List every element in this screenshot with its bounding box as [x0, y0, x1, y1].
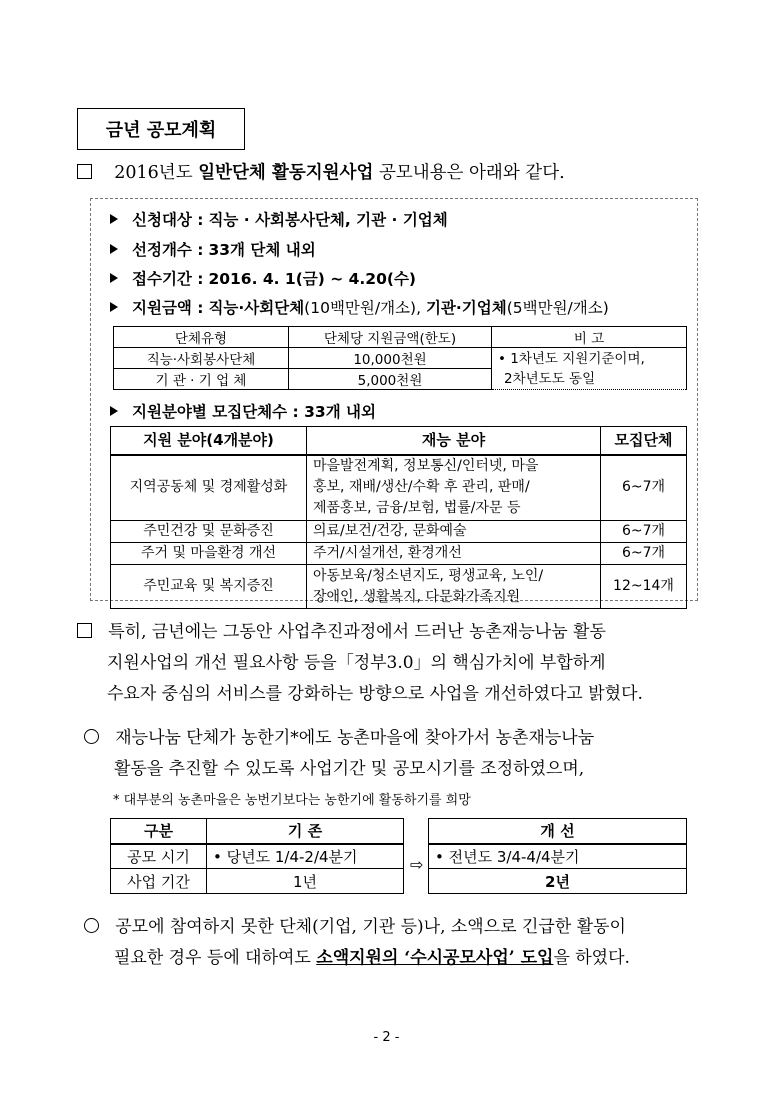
note-line: • 1차년도 지원기준이며, [498, 350, 645, 367]
arrow-right-icon: ⇨ [410, 855, 424, 874]
page-number: - 2 - [373, 1030, 400, 1045]
bullet-support-amount [110, 296, 609, 318]
amount-social-value: (10백만원/개소), [304, 299, 422, 317]
bullet-label: 신청대상 : [132, 211, 204, 229]
field-cell: 주민건강 및 문화증진 [111, 521, 307, 543]
support-amount-table [113, 326, 687, 390]
square-bullet-icon [77, 164, 92, 179]
table-cell: 1년 [207, 869, 404, 894]
table-header: 단체유형 [114, 327, 289, 348]
bullet-applicants [110, 208, 448, 230]
bullet-period [110, 267, 416, 289]
table-cell: • 전년도 3/4-4/4분기 [429, 844, 687, 869]
bullet-label: 지원분야별 모집단체수 : 33개 내외 [132, 403, 377, 421]
triangle-bullet-icon [110, 302, 118, 312]
intro-paragraph [77, 158, 565, 189]
table-header: 비 고 [492, 327, 687, 348]
item-small-grant [84, 912, 630, 974]
item-line: 공모에 참여하지 못한 단체(기업, 기관 등)나, 소액으로 긴급한 활동이 [115, 917, 626, 937]
triangle-bullet-icon [110, 406, 118, 416]
bullet-field-count [110, 400, 376, 422]
table-cell: 사업 기간 [111, 869, 207, 894]
amount-social: 직능·사회단체 [208, 299, 305, 317]
table-header: 지원 분야(4개분야) [111, 427, 307, 455]
table-row [111, 565, 687, 609]
field-cell: 주거 및 마을환경 개선 [111, 543, 307, 565]
triangle-bullet-icon [110, 273, 118, 283]
talent-line: 홍보, 재배/생산/수확 후 관리, 판매/ [313, 479, 530, 496]
square-bullet-icon [77, 623, 92, 638]
talent-cell [307, 565, 601, 609]
count-cell: 6~7개 [601, 543, 687, 565]
item-line-prefix: 필요한 경우 등에 대하여도 [114, 948, 311, 968]
section-title-box [77, 108, 245, 150]
intro-prefix: 2016년도 [114, 163, 193, 183]
item-line-bold: 소액지원의 ‘수시공모사업’ 도입 [316, 948, 554, 968]
triangle-bullet-icon [110, 244, 118, 254]
field-cell: 지역공동체 및 경제활성화 [111, 455, 307, 521]
item-schedule [84, 723, 594, 785]
count-cell: 6~7개 [601, 455, 687, 521]
field-cell: 주민교육 및 복지증진 [111, 565, 307, 609]
table-header: 기 존 [207, 819, 404, 844]
talent-cell: 주거/시설개선, 환경개선 [307, 543, 601, 565]
compare-table-after [428, 818, 687, 894]
talent-cell [307, 455, 601, 521]
table-cell: 5,000천원 [289, 369, 492, 390]
field-table [110, 426, 687, 609]
table-note [492, 348, 687, 390]
bullet-text: 33개 단체 내외 [208, 241, 316, 259]
intro-suffix: 공모내용은 아래와 같다. [378, 163, 565, 183]
bullet-label: 지원금액 : [132, 299, 204, 317]
para-line: 수요자 중심의 서비스를 강화하는 방향으로 사업을 개선하였다고 밝혔다. [107, 684, 643, 704]
talent-line: 제품홍보, 금융/보험, 법률/자문 등 [313, 500, 521, 517]
footnote: * 대부분의 농촌마을은 농번기보다는 농한기에 활동하기를 희망 [113, 793, 471, 808]
count-cell: 6~7개 [601, 521, 687, 543]
triangle-bullet-icon [110, 214, 118, 224]
talent-cell: 의료/보건/건강, 문화예술 [307, 521, 601, 543]
table-row [111, 543, 687, 565]
table-header: 모집단체 [601, 427, 687, 455]
table-header: 재능 분야 [307, 427, 601, 455]
table-row [111, 455, 687, 521]
circle-bullet-icon [84, 729, 99, 744]
bullet-label: 선정개수 : [132, 241, 204, 259]
table-header: 단체당 지원금액(한도) [289, 327, 492, 348]
table-cell: 2년 [429, 869, 687, 894]
amount-corp: 기관·기업체 [425, 299, 507, 317]
bullet-text: 2016. 4. 1(금) ~ 4.20(수) [208, 270, 417, 288]
count-cell: 12~14개 [601, 565, 687, 609]
table-cell: 직능·사회봉사단체 [114, 348, 289, 369]
para-line: 특히, 금년에는 그동안 사업추진과정에서 드러난 농촌재능나눔 활동 [108, 622, 606, 642]
table-header: 구분 [111, 819, 207, 844]
intro-bold: 일반단체 활동지원사업 [198, 163, 374, 183]
table-row [111, 521, 687, 543]
compare-table-before [110, 818, 404, 894]
item-line: 활동을 추진할 수 있도록 사업기간 및 공모시기를 조정하였으며, [114, 759, 585, 779]
bullet-text: 직능 · 사회봉사단체, 기관 · 기업체 [208, 211, 448, 229]
bullet-label: 접수기간 : [132, 270, 204, 288]
talent-line: 마을발전계획, 정보통신/인터넷, 마을 [313, 458, 539, 475]
item-line: 재능나눔 단체가 농한기*에도 농촌마을에 찾아가서 농촌재능나눔 [115, 728, 595, 748]
note-line: 2차년도도 동일 [504, 370, 596, 387]
talent-line: 아동보육/청소년지도, 평생교육, 노인/ [313, 567, 544, 584]
table-cell: 기 관 · 기 업 체 [114, 369, 289, 390]
item-line-suffix: 을 하였다. [553, 948, 630, 968]
circle-bullet-icon [84, 918, 99, 933]
amount-corp-value: (5백만원/개소) [506, 299, 609, 317]
bullet-selection-count [110, 238, 316, 260]
table-cell: • 당년도 1/4-2/4분기 [207, 844, 404, 869]
talent-line: 장애인, 생활복지, 다문화가족지원 [313, 588, 521, 605]
table-cell: 10,000천원 [289, 348, 492, 369]
section-title: 금년 공모계획 [105, 120, 217, 141]
para-improvement [77, 617, 643, 710]
table-header: 개 선 [429, 819, 687, 844]
para-line: 지원사업의 개선 필요사항 등을「정부3.0」의 핵심가치에 부합하게 [107, 653, 606, 673]
table-cell: 공모 시기 [111, 844, 207, 869]
